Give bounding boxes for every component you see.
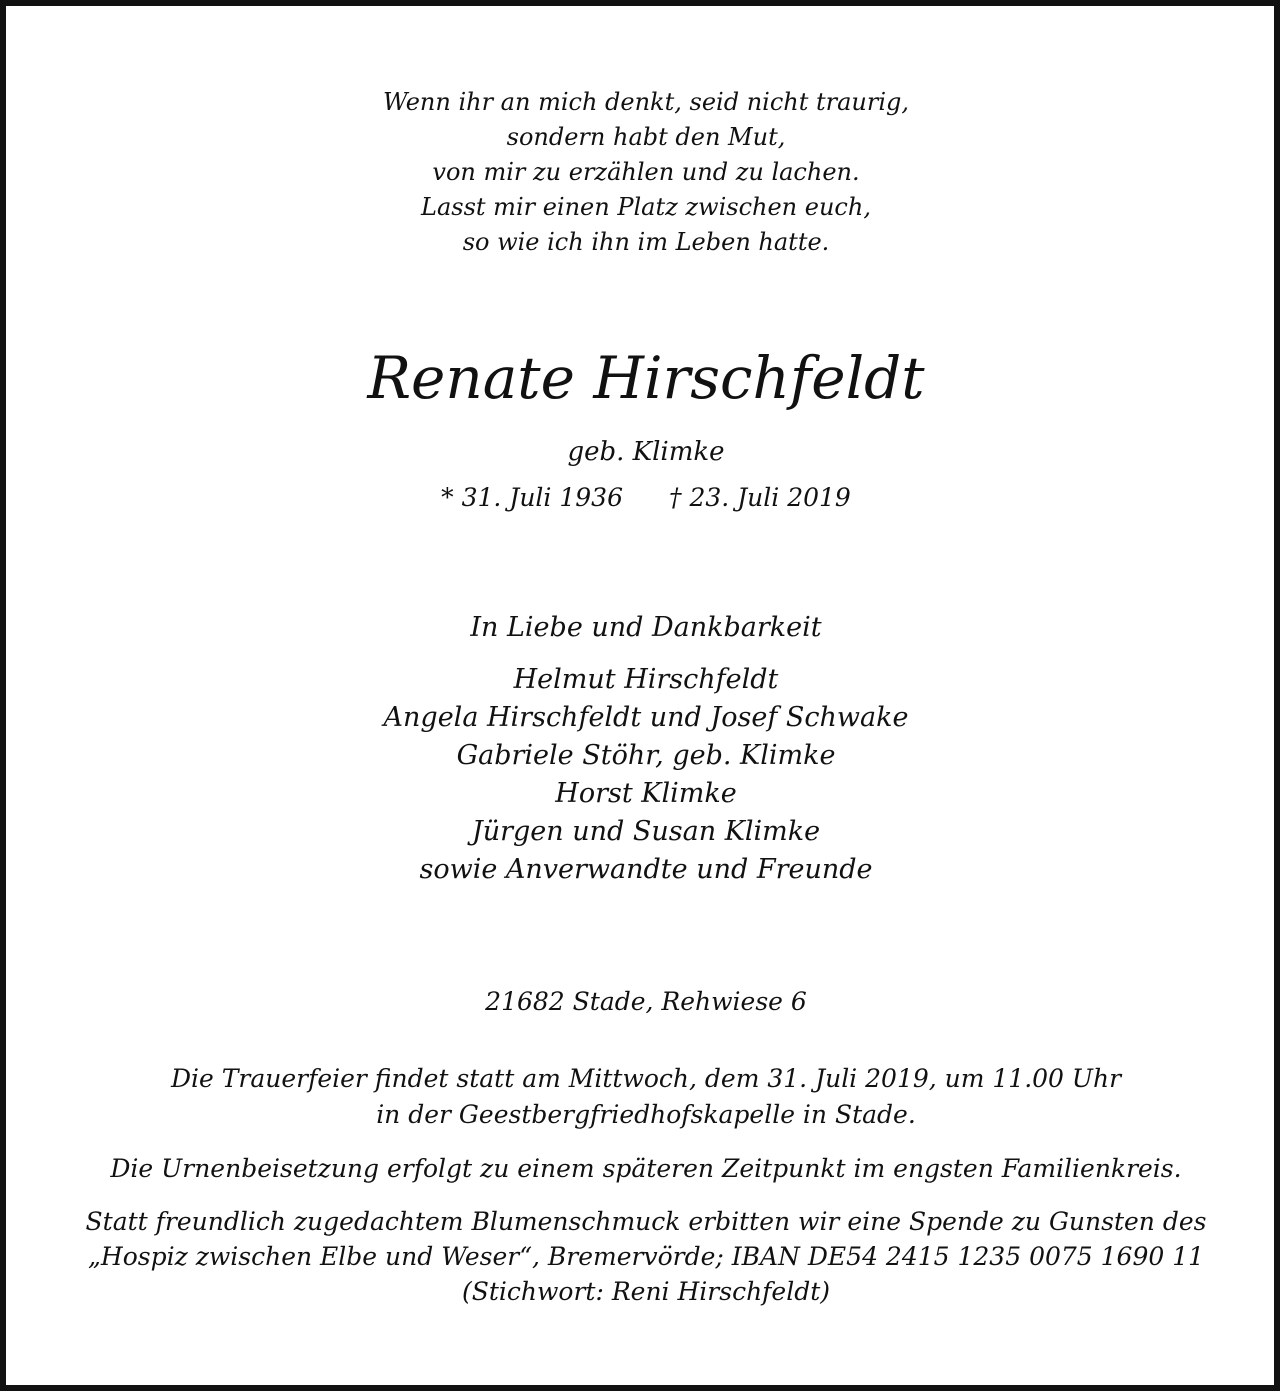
birth-date: * 31. Juli 1936 <box>441 483 623 512</box>
mourner-name: Horst Klimke <box>555 778 737 809</box>
donation-line: (Stichwort: Reni Hirschfeldt) <box>461 1277 831 1306</box>
mourner-name: Helmut Hirschfeldt <box>513 664 779 695</box>
burial-info: Die Urnenbeisetzung erfolgt zu einem späteren Zeitpunkt im engsten Familienkreis. <box>110 1154 1182 1183</box>
service-line: Die Trauerfeier findet statt am Mittwoch, dem 31. Juli 2019, um 11.00 Uhr <box>170 1064 1122 1093</box>
maiden-name: geb. Klimke <box>567 437 725 467</box>
service-line: in der Geestbergfriedhofskapelle in Stade. <box>376 1100 916 1129</box>
poem-line: von mir zu erzählen und zu lachen. <box>432 158 860 186</box>
poem-line: Wenn ihr an mich denkt, seid nicht traurig, <box>382 88 910 116</box>
mourner-name: Angela Hirschfeldt und Josef Schwake <box>383 702 909 733</box>
donation-line: Statt freundlich zugedachtem Blumenschmuck erbitten wir eine Spende zu Gunsten des <box>85 1207 1207 1236</box>
mourner-name: sowie Anverwandte und Freunde <box>419 854 873 885</box>
address: 21682 Stade, Rehwiese 6 <box>485 987 807 1016</box>
donation-line: „Hospiz zwischen Elbe und Weser“, Bremervörde; IBAN DE54 2415 1235 0075 1690 11 <box>87 1242 1205 1271</box>
death-date: † 23. Juli 2019 <box>669 483 851 512</box>
mourners-intro: In Liebe und Dankbarkeit <box>470 612 822 643</box>
life-dates <box>6 483 1280 512</box>
deceased-name: Renate Hirschfeldt <box>367 344 925 412</box>
poem-line: Lasst mir einen Platz zwischen euch, <box>421 193 871 221</box>
poem-line: sondern habt den Mut, <box>506 123 786 151</box>
mourner-name: Jürgen und Susan Klimke <box>471 816 821 847</box>
poem-line: so wie ich ihn im Leben hatte. <box>462 228 830 256</box>
mourner-name: Gabriele Stöhr, geb. Klimke <box>456 740 836 771</box>
